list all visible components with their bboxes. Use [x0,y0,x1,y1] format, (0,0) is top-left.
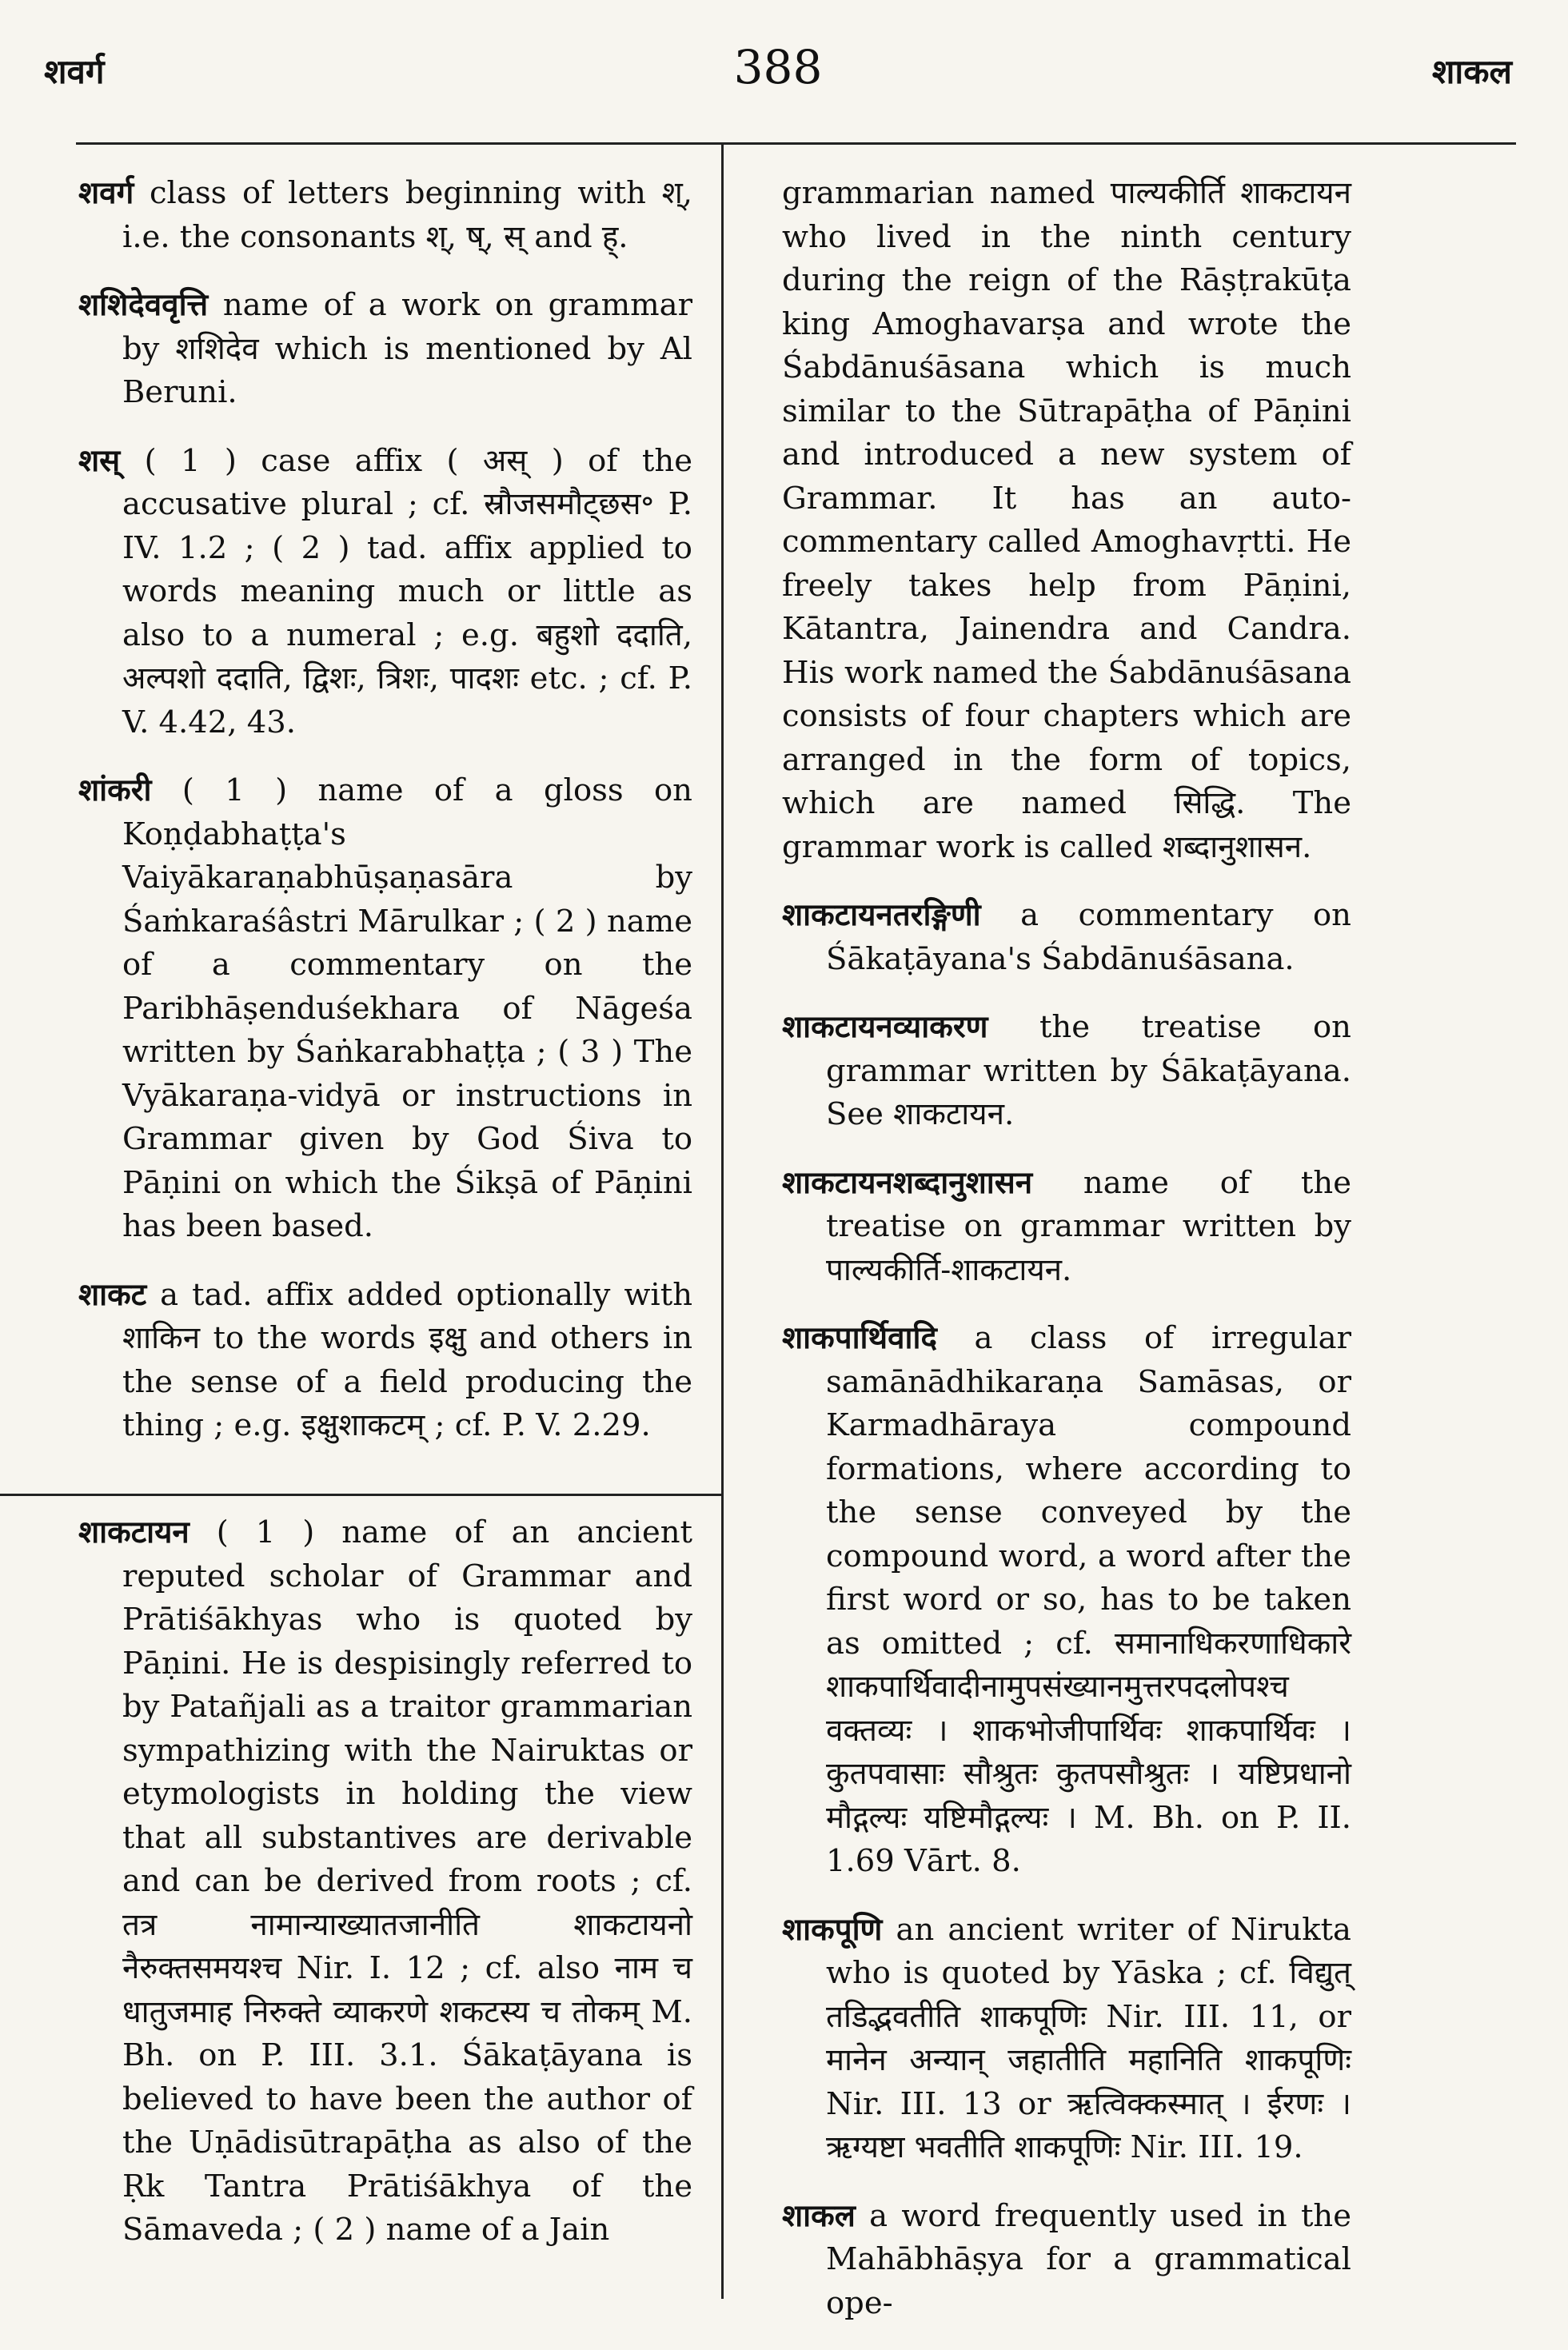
entry-text: ( 1 ) name of a gloss on Koṇḍabhaṭṭa's Vaiyākaraṇabhūṣaṇasāra by Śaṁkaraśâstri Mārulkar ; ( 2 ) name of a commentary on the Paribhāṣenduśekhara of Nāgeśa written by Śaṅkarabhaṭṭa ; ( 3 ) The Vyākaraṇa-vidyā or instructions in Grammar given by God Śiva to Pāṇini on which the Śikṣā of Pāṇini has been based. [122,772,692,1244]
dictionary-entry [782,2195,1351,2326]
dictionary-entry [782,1162,1351,1293]
entry-text: class of letters beginning with श्, i.e. the consonants श्, ष्, स् and ह्. [122,175,692,255]
dictionary-entry [782,1909,1351,2170]
dictionary-entry [78,1511,692,2252]
left-column-upper [78,172,692,1473]
left-column-break-rule [0,1494,721,1496]
entry-text: a commentary on Śākaṭāyana's Śabdānuśāsana. [826,897,1351,977]
headword: शाकटायनतरङ्गिणी [782,897,981,933]
headword: शाकटायनव्याकरण [782,1009,988,1045]
header-rule [76,142,1516,145]
entry-text: grammarian named पाल्यकीर्ति शाकटायन who lived in the ninth century during the reign of the Rāṣṭrakūṭa king Amoghavarṣa and wrote the Śabdānuśāsana which is much similar to the Sūtrapāṭha of Pāṇini and introduced a new system of Grammar. It has an auto-commentary called Amoghavṛtti. He freely takes help from Pāṇini, Kātantra, Jainendra and Candra. His work named the Śabdānuśāsana consists of four chapters which are arranged in the form of topics, which are named सिद्धि. The grammar work is called शब्दानुशासन. [782,175,1351,865]
dictionary-entry [782,1317,1351,1884]
entry-text: a word frequently used in the Mahābhāṣya for a grammatical ope- [826,2197,1351,2321]
dictionary-entry [78,440,692,745]
dictionary-entry [78,769,692,1249]
dictionary-entry [78,1274,692,1448]
headword: शस् [78,442,121,479]
column-divider [721,142,724,2299]
entry-continuation [782,172,1351,869]
entry-text: ( 1 ) name of an ancient reputed scholar of Grammar and Prātiśākhyas who is quoted by Pāṇini. He is despisingly referred to by Patañjali as a traitor grammarian sympathizing with the Nairuktas or etymologists in holding the view that all substantives are derivable and can be derived from roots ; cf. तत्र नामान्याख्यातजानीति शाकटायनो नैरुक्तसमयश्च Nir. I. 12 ; cf. also नाम च धातुजमाह निरुक्ते व्याकरणे शकटस्य च तोकम् M. Bh. on P. III. 3.1. Śākaṭāyana is believed to have been the author of the Uṇādisūtrapāṭha as also of the Ṛk Tantra Prātiśākhya of the Sāmaveda ; ( 2 ) name of a Jain [122,1514,692,2248]
header-left-guideword: शवर्ग [44,52,105,91]
headword: शशिदेववृत्ति [78,287,209,323]
right-column [782,172,1351,2350]
dictionary-entry [782,894,1351,981]
dictionary-entry [78,172,692,259]
headword: शाकटायनशब्दानुशासन [782,1164,1033,1201]
entry-text: an ancient writer of Nirukta who is quoted by Yāska ; cf. विद्युत् तडिद्भवतीति शाकपूणिः Nir. III. 11, or मानेन अन्यान् जहातीति महानिति शाकपूणिः Nir. III. 13 or ऋत्विक्कस्मात् । ईरणः । ऋग्यष्टा भवतीति शाकपूणिः Nir. III. 19. [826,1911,1351,2165]
headword: शाकल [782,2197,856,2234]
entry-text: name of the treatise on grammar written by पाल्यकीर्ति-शाकटायन. [826,1164,1351,1288]
headword: शाकपूणि [782,1911,883,1948]
left-column-lower [78,1511,692,2277]
page-number: 388 [733,40,823,94]
headword: शाकट [78,1276,147,1313]
headword: शाकपार्थिवादि [782,1320,937,1356]
entry-text: a class of irregular samānādhikaraṇa Samāsas, or Karmadhāraya compound formations, where according to the sense conveyed by the compound word, a word after the first word or so, has to be taken as omitted ; cf. समानाधिकरणाधिकारे शाकपार्थिवादीनामुपसंख्यानमुत्तरपदलोपश्च वक्तव्यः । शाकभोजीपार्थिवः शाकपार्थिवः । कुतपवासाः सौश्रुतः कुतपसौश्रुतः । यष्टिप्रधानो मौद्गल्यः यष्टिमौद्गल्यः । M. Bh. on P. II. 1.69 Vārt. 8. [826,1320,1351,1879]
entry-text: a tad. affix added optionally with शाकिन to the words इक्षु and others in the sense of a field producing the thing ; e.g. इक्षुशाकटम् ; cf. P. V. 2.29. [122,1276,692,1443]
header-right-guideword: शाकल [1431,52,1512,91]
headword: शांकरी [78,772,152,808]
dictionary-entry [78,284,692,415]
entry-text: ( 1 ) case affix ( अस् ) of the accusative plural ; cf. स्रौजसमौट्छस॰ P. IV. 1.2 ; ( 2 ) tad. affix applied to words meaning much or little as also to a numeral ; e.g. बहुशो ददाति, अल्पशो ददाति, द्विशः, त्रिशः, पादशः etc. ; cf. P. V. 4.42, 43. [122,442,692,740]
entry-text: name of a work on grammar by शशिदेव which is mentioned by Al Beruni. [122,287,692,410]
dictionary-entry [782,1006,1351,1137]
headword: शवर्ग [78,175,134,211]
running-head [44,32,1512,96]
entry-text: the treatise on grammar written by Śākaṭāyana. See शाकटायन. [826,1009,1351,1132]
headword: शाकटायन [78,1514,190,1550]
